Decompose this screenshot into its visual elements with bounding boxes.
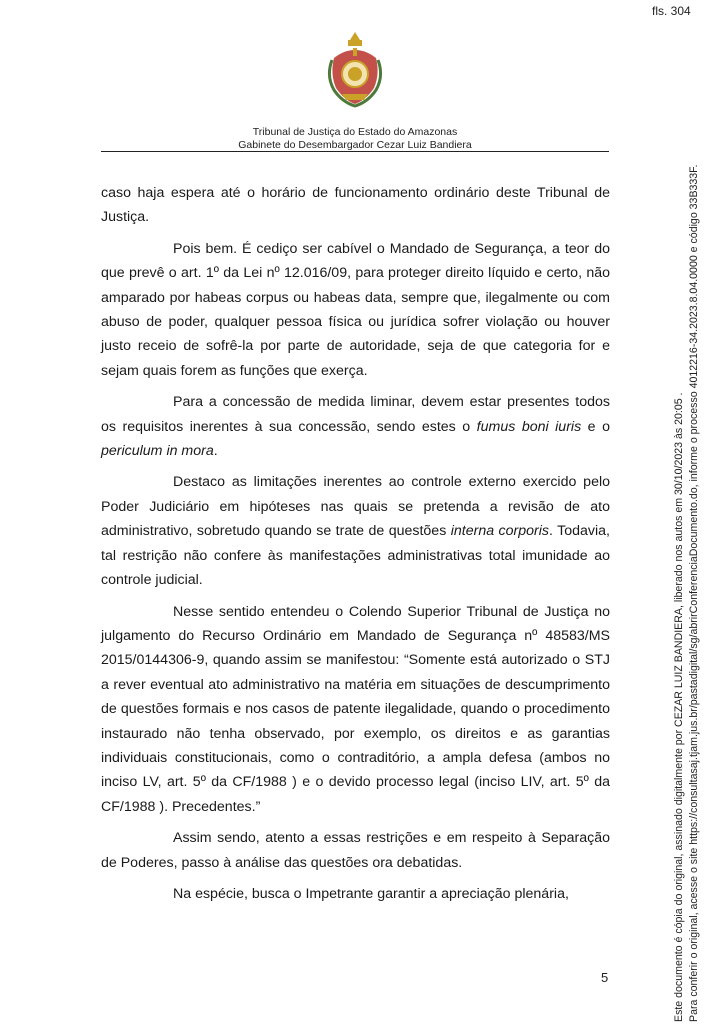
- paragraph-5: Nesse sentido entendeu o Colendo Superior Tribunal de Justiça no julgamento do Recurso Ordinário em Mandado de Segurança nº 48583/MS 2015/0144306-9, quando assim se manifestou: “Somente está autorizado o STJ a rever eventual ato administrativo na matéria em situações de descumprimento de questões formais e nos casos de patente ilegalidade, quando o procedimento instaurado não tenha observado, por exemplo, os direitos e as garantias individuais constitucionais, como o contraditório, a ampla defesa (ambos no inciso LV, art. 5º da CF/1988 ) e o devido processo legal (inciso LIV, art. 5º da CF/1988 ). Precedentes.”: [101, 603, 610, 815]
- latin-term: fumus boni iuris: [476, 418, 582, 435]
- authentication-line-1: Este documento é cópia do original, assinado digitalmente por CEZAR LUIZ BANDIERA, liberado nos autos em 30/10/2023 às 20:05 .: [673, 392, 685, 1022]
- latin-term: interna corporis: [450, 523, 550, 540]
- coat-of-arms-emblem: [326, 30, 384, 108]
- paragraph-4: Destaco as limitações inerentes ao controle externo exercido pelo Poder Judiciário em hipóteses nas quais se pretenda a revisão de ato administrativo, sobretudo quando se trate de questões interna corporis. Todavia, tal restrição não confere às manifestações administrativas total imunidade ao controle judicial.: [101, 474, 610, 589]
- court-name: Tribunal de Justiça do Estado do Amazonas: [252, 126, 458, 138]
- paragraph-2: Pois bem. É cediço ser cabível o Mandado de Segurança, a teor do que prevê o art. 1º da Lei nº 12.016/09, para proteger direito líquido e certo, não amparado por habeas corpus ou habeas data, sempre que, ilegalmente ou com abuso de poder, qualquer pessoa física ou jurídica sofrer violação ou houver justo receio de sofrê-la por parte de autoridade, seja de que categoria for e sejam quais forem as funções que exerça.: [101, 240, 610, 379]
- header-divider: [101, 151, 609, 152]
- latin-term: periculum in mora: [101, 443, 214, 460]
- page-number: 5: [601, 970, 609, 985]
- office-name: Gabinete do Desembargador Cezar Luiz Bandiera: [238, 139, 472, 151]
- paragraph-7: Na espécie, busca o Impetrante garantir a apreciação plenária,: [173, 885, 569, 902]
- authentication-notice: [672, 102, 701, 1022]
- paragraph-3: Para a concessão de medida liminar, devem estar presentes todos os requisitos inerentes à sua concessão, sendo estes o fumus boni iuris e o periculum in mora.: [101, 394, 610, 460]
- letterhead: [236, 126, 474, 152]
- document-body: [101, 181, 610, 913]
- authentication-line-2: Para conferir o original, acesse o site https://consultasaj.tjam.jus.br/pastadigital/sg/abrirConferenciaDocumento.do, informe o processo 4012216-34.2023.8.04.0000 e código 33B333F.: [687, 164, 700, 1022]
- paragraph-6: Assim sendo, atento a essas restrições e em respeito à Separação de Poderes, passo à análise das questões ora debatidas.: [101, 830, 610, 871]
- paragraph-1: caso haja espera até o horário de funcionamento ordinário deste Tribunal de Justiça.: [101, 185, 610, 226]
- page-folio-label: fls. 304: [652, 4, 691, 18]
